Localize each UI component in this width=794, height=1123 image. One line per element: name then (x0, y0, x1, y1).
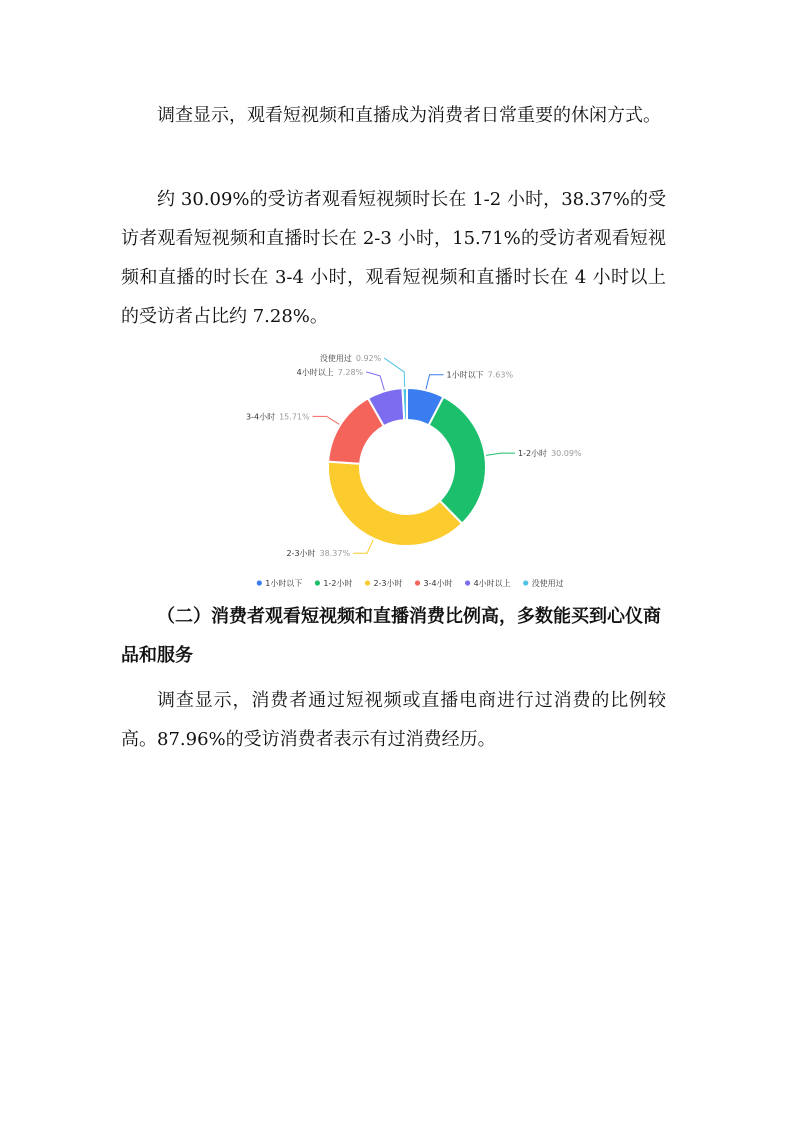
leader-line-2 (353, 540, 373, 554)
slice-name-4: 4小时以上 (296, 367, 334, 377)
slice-name-0: 1小时以下 (446, 370, 484, 380)
leader-line-4 (366, 372, 384, 390)
slice-value-3: 15.71% (279, 412, 310, 422)
slice-5 (402, 388, 407, 420)
leader-line-1 (486, 453, 515, 455)
slice-value-5: 0.92% (355, 354, 382, 364)
legend-marker-5 (523, 580, 528, 585)
slice-value-4: 7.28% (337, 367, 364, 377)
leader-line-0 (426, 375, 444, 390)
duration-donut-chart (225, 354, 595, 605)
legend-marker-1 (315, 580, 320, 585)
slice-value-2: 38.37% (319, 549, 351, 559)
paragraph-intro: 调查显示，观看短视频和直播成为消费者日常重要的休闲方式。 (157, 105, 661, 126)
slice-label-5 (320, 353, 382, 363)
section-heading: （二）消费者观看短视频和直播消费比例高，多数能买到心仪商品和服务 (121, 606, 661, 666)
legend-item-4: 4小时以上 (473, 579, 511, 588)
slice-label-1 (518, 448, 582, 458)
slice-name-1: 1-2小时 (517, 449, 548, 459)
leader-line-3 (313, 416, 340, 424)
legend-item-5: 没使用过 (531, 579, 564, 588)
slice-value-0: 7.63% (487, 370, 514, 380)
legend-item-1: 1-2小时 (323, 579, 353, 588)
legend-marker-0 (257, 580, 262, 585)
slice-name-3: 3-4小时 (246, 412, 276, 422)
leader-line-5 (384, 358, 404, 387)
slice-label-2 (286, 548, 350, 558)
slice-value-1: 30.09% (551, 449, 582, 459)
slice-name-5: 没使用过 (319, 354, 352, 364)
slice-label-4 (297, 367, 364, 377)
legend-marker-3 (415, 580, 420, 585)
slice-name-2: 2-3小时 (286, 549, 316, 559)
slice-2 (328, 462, 462, 546)
legend-marker-2 (365, 580, 370, 585)
legend-item-0: 1小时以下 (265, 579, 303, 588)
paragraph-durations: 约 30.09%的受访者观看短视频时长在 1-2 小时，38.37%的受访者观看短视频和直播时长在 2-3 小时，15.71%的受访者观看短视频和直播的时长在 3-4 小时，观看短视频和直播时长在 4 小时以上的受访者占比约 7.28%。 (121, 189, 666, 327)
slice-label-0 (447, 370, 514, 380)
slice-label-3 (246, 411, 310, 421)
legend-item-2: 2-3小时 (373, 579, 403, 588)
paragraph-consumption: 调查显示，消费者通过短视频或直播电商进行过消费的比例较高。87.96%的受访消费者表示有过消费经历。 (121, 690, 666, 750)
legend-marker-4 (465, 580, 470, 585)
legend-item-3: 3-4小时 (423, 579, 453, 588)
